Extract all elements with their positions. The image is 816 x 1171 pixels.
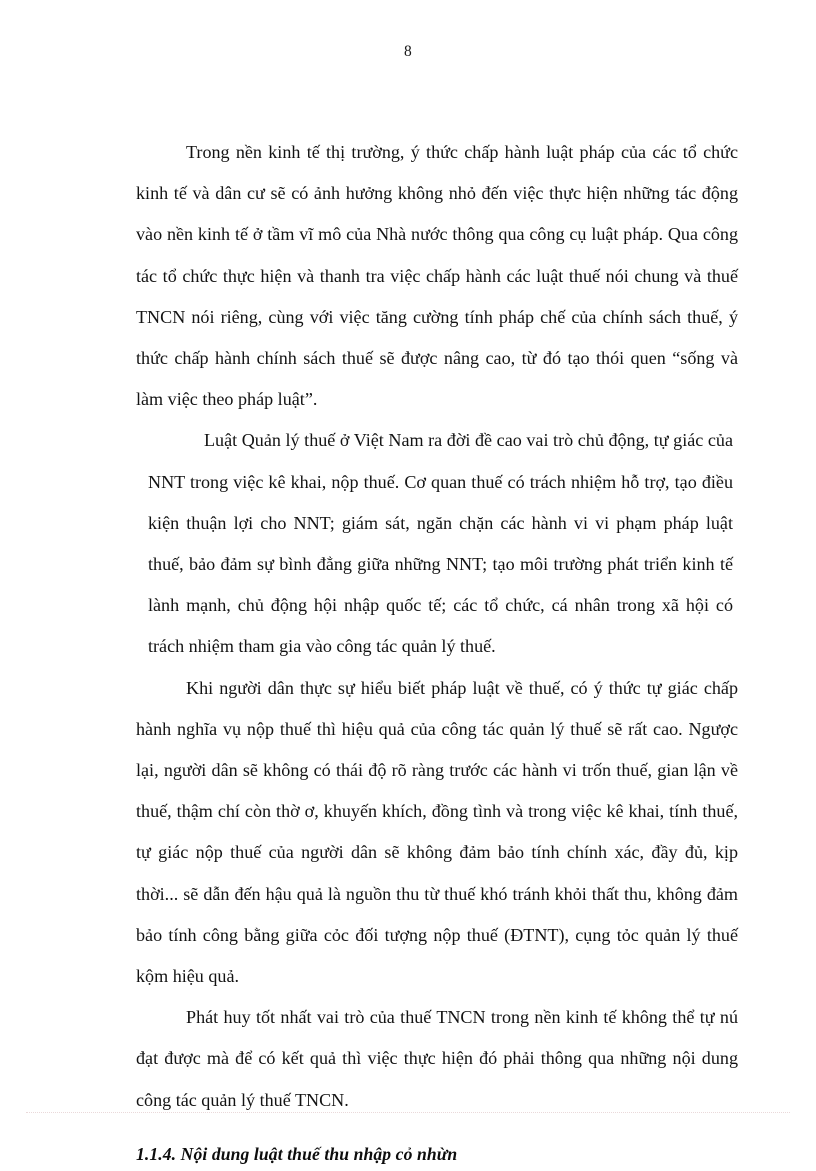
paragraph-public-awareness: Khi người dân thực sự hiểu biết pháp luật về thuế, có ý thức tự giác chấp hành nghĩa vụ nộp thuế thì hiệu quả của công tác quản lý thuế sẽ rất cao. Ngược lại, người dân sẽ không có thái độ rõ ràng trước các hành vi trốn thuế, gian lận về thuế, thậm chí còn thờ ơ, khuyến khích, đồng tình và trong việc kê khai, tính thuế, tự giác nộp thuế của người dân sẽ không đảm bảo tính chính xác, đầy đủ, kịp thời... sẽ dẫn đến hậu quả là nguồn thu từ thuế khó tránh khỏi thất thu, không đảm bảo tính công bằng giữa cỏc đối tượng nộp thuế (ĐTNT), cụng tỏc quản lý thuế kộm hiệu quả. (136, 677, 738, 987)
paragraph-tncn-role: Phát huy tốt nhất vai trò của thuế TNCN trong nền kinh tế không thể tự nú đạt được mà để có kết quả thì việc thực hiện đó phải thông qua những nội dung công tác quản lý thuế TNCN. (136, 1007, 738, 1110)
paragraph-tax-administration-law: Luật Quản lý thuế ở Việt Nam ra đời đề cao vai trò chủ động, tự giác của NNT trong việc kê khai, nộp thuế. Cơ quan thuế có trách nhiệm hỗ trợ, tạo điều kiện thuận lợi cho NNT; giám sát, ngăn chặn các hành vi vi phạm pháp luật thuế, bảo đảm sự bình đẳng giữa những NNT; tạo môi trường phát triển kinh tế lành mạnh, chủ động hội nhập quốc tế; các tổ chức, cá nhân trong xã hội có trách nhiệm tham gia vào công tác quản lý thuế. (148, 430, 733, 657)
page-number: 8 (404, 43, 412, 60)
paragraph-market-economy: Trong nền kinh tế thị trường, ý thức chấp hành luật pháp của các tổ chức kinh tế và dân cư sẽ có ảnh hưởng không nhỏ đến việc thực hiện những tác động vào nền kinh tế ở tầm vĩ mô của Nhà nước thông qua công cụ luật pháp. Qua công tác tổ chức thực hiện và thanh tra việc chấp hành các luật thuế nói chung và thuế TNCN nói riêng, cùng với việc tăng cường tính pháp chế của chính sách thuế, ý thức chấp hành chính sách thuế sẽ được nâng cao, từ đó tạo thói quen “sống và làm việc theo pháp luật”. (136, 142, 738, 410)
section-heading-1-1-4: 1.1.4. Nội dung luật thuế thu nhập cỏ nhừn (136, 1143, 458, 1164)
footer-dotted-rule (26, 1112, 790, 1114)
body-text-column (136, 132, 738, 1171)
